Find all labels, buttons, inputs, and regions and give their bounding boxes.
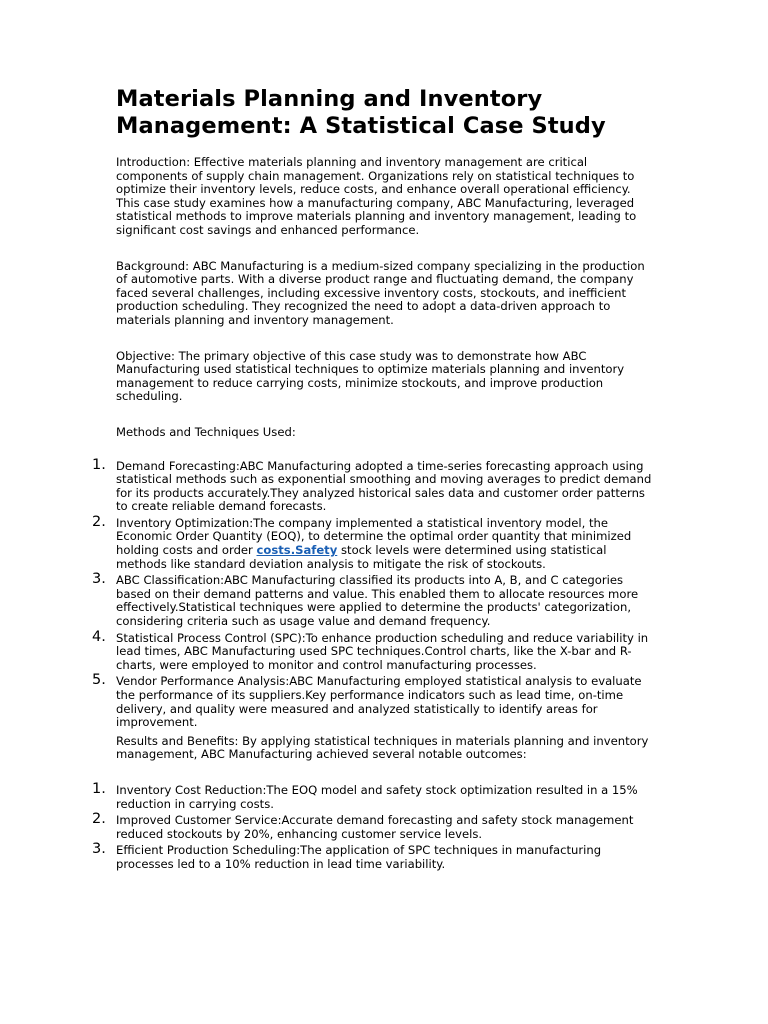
list-item <box>92 780 654 811</box>
list-item <box>92 513 654 571</box>
list-number: 4. <box>92 628 106 645</box>
list-item-text: ABC Classification:ABC Manufacturing classified its products into A, B, and C categories based on their demand patterns and value. This enabled them to allocate resources more effectively.Statistical techniques were applied to determine the products' categorization, considering criteria such as usage value and demand frequency. <box>116 573 639 629</box>
list-item-text: Inventory Cost Reduction:The EOQ model and safety stock optimization resulted in a 15% reduction in carrying costs. <box>116 782 638 811</box>
list-item <box>92 811 654 841</box>
list-item-text: Efficient Production Scheduling:The application of SPC techniques in manufacturing processes led to a 10% reduction in lead time variability. <box>116 843 602 871</box>
costs-safety-link[interactable]: costs.Safety <box>256 543 338 558</box>
list-number: 1. <box>92 456 106 473</box>
list-number: 5. <box>92 672 106 689</box>
list-item <box>92 628 654 673</box>
list-item-text: Demand Forecasting:ABC Manufacturing adopted a time-series forecasting approach using statistical methods such as exponential smoothing and moving averages to predict demand for its products accurately.They analyzed historical sales data and customer order patterns to create reliable demand forecasts. <box>116 458 652 514</box>
results-list <box>92 780 654 872</box>
list-item-text: stock levels were determined using statistical methods like standard deviation analysis to mitigate the risk of stockouts. <box>116 543 607 571</box>
list-item-text: Vendor Performance Analysis:ABC Manufacturing employed statistical analysis to evaluate the performance of its suppliers.Key performance indicators such as lead time, on-time delivery, and quality were measured and analyzed statistically to identify areas for improvement. <box>116 674 642 730</box>
objective-paragraph: Objective: The primary objective of this case study was to demonstrate how ABC Manufacturing used statistical techniques to optimize materials planning and inventory management to reduce carrying costs, minimize stockouts, and improve production scheduling. <box>116 348 625 404</box>
list-number: 2. <box>92 513 106 530</box>
list-item-text: Improved Customer Service:Accurate demand forecasting and safety stock management reduced stockouts by 20%, enhancing customer service levels. <box>116 813 634 841</box>
introduction-paragraph: Introduction: Effective materials planning and inventory management are critical components of supply chain management. Organizations rely on statistical techniques to optimize their inventory levels, reduce costs, and enhance overall operational efficiency. This case study examines how a manufacturing company, ABC Manufacturing, leveraged statistical methods to improve materials planning and inventory management, leading to significant cost savings and enhanced performance. <box>116 155 637 237</box>
list-number: 1. <box>92 780 106 797</box>
list-number: 2. <box>92 811 106 828</box>
background-paragraph: Background: ABC Manufacturing is a medium-sized company specializing in the production of automotive parts. With a diverse product range and fluctuating demand, the company faced several challenges, including excessive inventory costs, stockouts, and inefficient production scheduling. They recognized the need to adopt a data-driven approach to materials planning and inventory management. <box>116 258 645 327</box>
list-item-text: Statistical Process Control (SPC):To enhance production scheduling and reduce variability in lead times, ABC Manufacturing used SPC techniques.Control charts, like the X-bar and R-charts, were employed to monitor and control manufacturing processes. <box>116 630 649 672</box>
list-number: 3. <box>92 571 106 588</box>
list-item <box>92 456 654 514</box>
methods-list <box>92 456 654 730</box>
list-item <box>92 672 654 730</box>
list-item-text: Inventory Optimization:The company implemented a statistical inventory model, the Economic Order Quantity (EOQ), to determine the optimal order quantity that minimized holding costs and order <box>116 515 632 558</box>
list-item <box>92 571 654 629</box>
methods-heading: Methods and Techniques Used: <box>116 424 296 439</box>
list-number: 3. <box>92 841 106 858</box>
list-item <box>92 841 654 871</box>
results-heading: Results and Benefits: By applying statistical techniques in materials planning and inventory management, ABC Manufacturing achieved several notable outcomes: <box>116 733 649 762</box>
document-title: Materials Planning and Inventory Management: A Statistical Case Study <box>116 86 606 139</box>
document-page <box>92 86 654 875</box>
